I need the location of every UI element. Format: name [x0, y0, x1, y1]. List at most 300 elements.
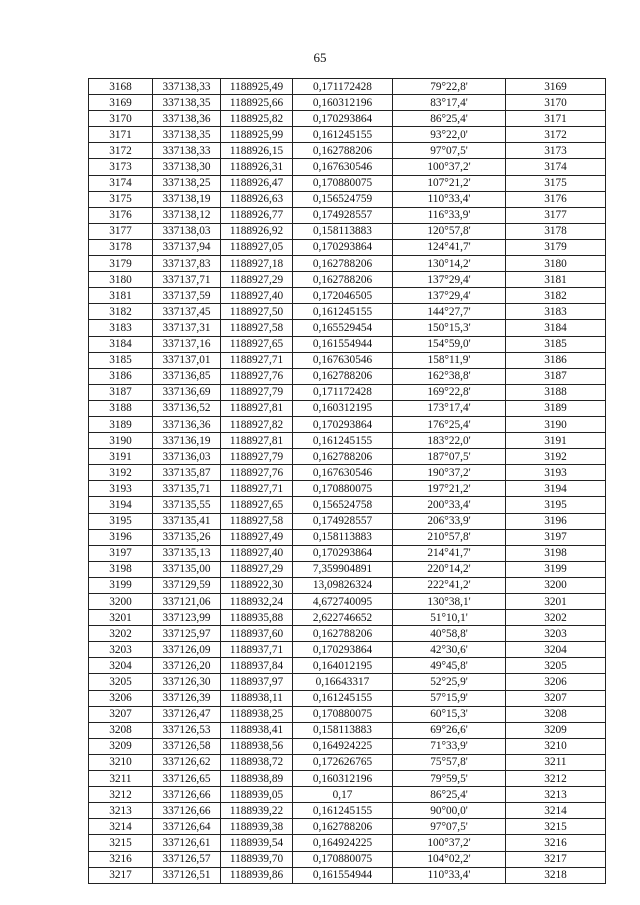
next-point-cell: 3176	[506, 191, 606, 207]
next-point-cell: 3206	[506, 674, 606, 690]
distance-cell: 0,161554944	[293, 336, 393, 352]
point-number-cell: 3196	[89, 529, 153, 545]
next-point-cell: 3188	[506, 384, 606, 400]
table-row	[89, 867, 606, 883]
distance-cell: 0,172626765	[293, 754, 393, 770]
table-row	[89, 288, 606, 304]
point-number-cell: 3171	[89, 127, 153, 143]
point-number-cell: 3184	[89, 336, 153, 352]
table-row	[89, 320, 606, 336]
table-row	[89, 465, 606, 481]
point-number-cell: 3182	[89, 304, 153, 320]
direction-angle-cell: 79°22,8'	[393, 79, 506, 95]
next-point-cell: 3217	[506, 851, 606, 867]
y-coordinate-cell: 1188925,82	[221, 111, 293, 127]
table-row	[89, 594, 606, 610]
x-coordinate-cell: 337138,33	[153, 79, 221, 95]
direction-angle-cell: 124°41,7'	[393, 239, 506, 255]
next-point-cell: 3204	[506, 642, 606, 658]
y-coordinate-cell: 1188937,71	[221, 642, 293, 658]
table-row	[89, 787, 606, 803]
next-point-cell: 3208	[506, 706, 606, 722]
y-coordinate-cell: 1188938,11	[221, 690, 293, 706]
distance-cell: 0,170880075	[293, 481, 393, 497]
distance-cell: 0,160312196	[293, 95, 393, 111]
distance-cell: 2,622746652	[293, 610, 393, 626]
point-number-cell: 3190	[89, 433, 153, 449]
direction-angle-cell: 86°25,4'	[393, 787, 506, 803]
next-point-cell: 3199	[506, 561, 606, 577]
next-point-cell: 3187	[506, 368, 606, 384]
next-point-cell: 3193	[506, 465, 606, 481]
table-row	[89, 529, 606, 545]
direction-angle-cell: 137°29,4'	[393, 288, 506, 304]
point-number-cell: 3173	[89, 159, 153, 175]
y-coordinate-cell: 1188927,71	[221, 352, 293, 368]
point-number-cell: 3188	[89, 400, 153, 416]
next-point-cell: 3196	[506, 513, 606, 529]
distance-cell: 0,162788206	[293, 626, 393, 642]
direction-angle-cell: 190°37,2'	[393, 465, 506, 481]
x-coordinate-cell: 337123,99	[153, 610, 221, 626]
table-row	[89, 111, 606, 127]
table-row	[89, 626, 606, 642]
table-row	[89, 481, 606, 497]
point-number-cell: 3211	[89, 771, 153, 787]
distance-cell: 0,17	[293, 787, 393, 803]
distance-cell: 0,164924225	[293, 738, 393, 754]
x-coordinate-cell: 337126,47	[153, 706, 221, 722]
next-point-cell: 3197	[506, 529, 606, 545]
next-point-cell: 3214	[506, 803, 606, 819]
point-number-cell: 3214	[89, 819, 153, 835]
next-point-cell: 3195	[506, 497, 606, 513]
distance-cell: 0,162788206	[293, 819, 393, 835]
table-row	[89, 143, 606, 159]
table-row	[89, 79, 606, 95]
direction-angle-cell: 52°25,9'	[393, 674, 506, 690]
x-coordinate-cell: 337137,16	[153, 336, 221, 352]
direction-angle-cell: 200°33,4'	[393, 497, 506, 513]
table-row	[89, 191, 606, 207]
y-coordinate-cell: 1188939,38	[221, 819, 293, 835]
next-point-cell: 3205	[506, 658, 606, 674]
x-coordinate-cell: 337138,36	[153, 111, 221, 127]
direction-angle-cell: 100°37,2'	[393, 159, 506, 175]
y-coordinate-cell: 1188927,76	[221, 465, 293, 481]
x-coordinate-cell: 337126,30	[153, 674, 221, 690]
y-coordinate-cell: 1188927,40	[221, 545, 293, 561]
table-row	[89, 835, 606, 851]
y-coordinate-cell: 1188927,79	[221, 449, 293, 465]
x-coordinate-cell: 337137,31	[153, 320, 221, 336]
direction-angle-cell: 222°41,2'	[393, 577, 506, 593]
next-point-cell: 3209	[506, 722, 606, 738]
distance-cell: 0,164924225	[293, 835, 393, 851]
distance-cell: 0,161554944	[293, 867, 393, 883]
distance-cell: 0,158113883	[293, 223, 393, 239]
table-row	[89, 433, 606, 449]
y-coordinate-cell: 1188927,65	[221, 336, 293, 352]
direction-angle-cell: 187°07,5'	[393, 449, 506, 465]
direction-angle-cell: 57°15,9'	[393, 690, 506, 706]
x-coordinate-cell: 337138,33	[153, 143, 221, 159]
y-coordinate-cell: 1188938,72	[221, 754, 293, 770]
x-coordinate-cell: 337137,71	[153, 272, 221, 288]
next-point-cell: 3185	[506, 336, 606, 352]
next-point-cell: 3216	[506, 835, 606, 851]
table-row	[89, 771, 606, 787]
direction-angle-cell: 90°00,0'	[393, 803, 506, 819]
y-coordinate-cell: 1188927,40	[221, 288, 293, 304]
table-row	[89, 642, 606, 658]
direction-angle-cell: 220°14,2'	[393, 561, 506, 577]
x-coordinate-cell: 337126,58	[153, 738, 221, 754]
next-point-cell: 3201	[506, 594, 606, 610]
table-row	[89, 706, 606, 722]
point-number-cell: 3206	[89, 690, 153, 706]
table-row	[89, 336, 606, 352]
table-row	[89, 577, 606, 593]
x-coordinate-cell: 337137,94	[153, 239, 221, 255]
direction-angle-cell: 86°25,4'	[393, 111, 506, 127]
x-coordinate-cell: 337137,01	[153, 352, 221, 368]
distance-cell: 0,171172428	[293, 79, 393, 95]
y-coordinate-cell: 1188926,63	[221, 191, 293, 207]
distance-cell: 0,161245155	[293, 433, 393, 449]
x-coordinate-cell: 337125,97	[153, 626, 221, 642]
x-coordinate-cell: 337136,36	[153, 416, 221, 432]
y-coordinate-cell: 1188927,58	[221, 513, 293, 529]
distance-cell: 13,09826324	[293, 577, 393, 593]
point-number-cell: 3215	[89, 835, 153, 851]
x-coordinate-cell: 337126,39	[153, 690, 221, 706]
table-row	[89, 674, 606, 690]
distance-cell: 0,16643317	[293, 674, 393, 690]
x-coordinate-cell: 337126,53	[153, 722, 221, 738]
distance-cell: 0,170293864	[293, 239, 393, 255]
distance-cell: 0,170293864	[293, 642, 393, 658]
point-number-cell: 3177	[89, 223, 153, 239]
distance-cell: 0,162788206	[293, 256, 393, 272]
x-coordinate-cell: 337135,71	[153, 481, 221, 497]
y-coordinate-cell: 1188938,56	[221, 738, 293, 754]
table-row	[89, 159, 606, 175]
distance-cell: 7,359904891	[293, 561, 393, 577]
table-row	[89, 738, 606, 754]
point-number-cell: 3170	[89, 111, 153, 127]
y-coordinate-cell: 1188939,70	[221, 851, 293, 867]
table-row	[89, 384, 606, 400]
direction-angle-cell: 69°26,6'	[393, 722, 506, 738]
x-coordinate-cell: 337138,35	[153, 95, 221, 111]
y-coordinate-cell: 1188927,81	[221, 400, 293, 416]
x-coordinate-cell: 337129,59	[153, 577, 221, 593]
next-point-cell: 3172	[506, 127, 606, 143]
y-coordinate-cell: 1188939,86	[221, 867, 293, 883]
x-coordinate-cell: 337121,06	[153, 594, 221, 610]
next-point-cell: 3179	[506, 239, 606, 255]
y-coordinate-cell: 1188927,50	[221, 304, 293, 320]
y-coordinate-cell: 1188927,18	[221, 256, 293, 272]
table-row	[89, 851, 606, 867]
distance-cell: 0,170880075	[293, 175, 393, 191]
point-number-cell: 3195	[89, 513, 153, 529]
y-coordinate-cell: 1188927,58	[221, 320, 293, 336]
table-row	[89, 803, 606, 819]
next-point-cell: 3215	[506, 819, 606, 835]
x-coordinate-cell: 337126,66	[153, 787, 221, 803]
y-coordinate-cell: 1188927,82	[221, 416, 293, 432]
direction-angle-cell: 154°59,0'	[393, 336, 506, 352]
direction-angle-cell: 173°17,4'	[393, 400, 506, 416]
point-number-cell: 3180	[89, 272, 153, 288]
point-number-cell: 3204	[89, 658, 153, 674]
distance-cell: 0,167630546	[293, 352, 393, 368]
y-coordinate-cell: 1188939,54	[221, 835, 293, 851]
next-point-cell: 3180	[506, 256, 606, 272]
next-point-cell: 3182	[506, 288, 606, 304]
point-number-cell: 3197	[89, 545, 153, 561]
table-row	[89, 175, 606, 191]
direction-angle-cell: 40°58,8'	[393, 626, 506, 642]
point-number-cell: 3181	[89, 288, 153, 304]
direction-angle-cell: 60°15,3'	[393, 706, 506, 722]
distance-cell: 0,162788206	[293, 272, 393, 288]
next-point-cell: 3170	[506, 95, 606, 111]
table-row	[89, 127, 606, 143]
direction-angle-cell: 176°25,4'	[393, 416, 506, 432]
x-coordinate-cell: 337126,64	[153, 819, 221, 835]
x-coordinate-cell: 337138,19	[153, 191, 221, 207]
direction-angle-cell: 75°57,8'	[393, 754, 506, 770]
x-coordinate-cell: 337126,09	[153, 642, 221, 658]
table-row	[89, 272, 606, 288]
direction-angle-cell: 206°33,9'	[393, 513, 506, 529]
x-coordinate-cell: 337126,65	[153, 771, 221, 787]
next-point-cell: 3210	[506, 738, 606, 754]
direction-angle-cell: 116°33,9'	[393, 207, 506, 223]
next-point-cell: 3186	[506, 352, 606, 368]
table-row	[89, 416, 606, 432]
y-coordinate-cell: 1188927,79	[221, 384, 293, 400]
next-point-cell: 3184	[506, 320, 606, 336]
direction-angle-cell: 97°07,5'	[393, 143, 506, 159]
table-row	[89, 690, 606, 706]
y-coordinate-cell: 1188927,76	[221, 368, 293, 384]
direction-angle-cell: 110°33,4'	[393, 867, 506, 883]
point-number-cell: 3198	[89, 561, 153, 577]
point-number-cell: 3200	[89, 594, 153, 610]
point-number-cell: 3176	[89, 207, 153, 223]
next-point-cell: 3207	[506, 690, 606, 706]
point-number-cell: 3174	[89, 175, 153, 191]
x-coordinate-cell: 337138,30	[153, 159, 221, 175]
point-number-cell: 3203	[89, 642, 153, 658]
table-row	[89, 819, 606, 835]
direction-angle-cell: 42°30,6'	[393, 642, 506, 658]
y-coordinate-cell: 1188927,29	[221, 272, 293, 288]
next-point-cell: 3177	[506, 207, 606, 223]
direction-angle-cell: 71°33,9'	[393, 738, 506, 754]
y-coordinate-cell: 1188927,05	[221, 239, 293, 255]
x-coordinate-cell: 337135,87	[153, 465, 221, 481]
coordinates-table	[88, 78, 606, 884]
x-coordinate-cell: 337135,13	[153, 545, 221, 561]
point-number-cell: 3175	[89, 191, 153, 207]
distance-cell: 0,174928557	[293, 207, 393, 223]
next-point-cell: 3171	[506, 111, 606, 127]
direction-angle-cell: 79°59,5'	[393, 771, 506, 787]
distance-cell: 0,158113883	[293, 529, 393, 545]
point-number-cell: 3168	[89, 79, 153, 95]
x-coordinate-cell: 337126,61	[153, 835, 221, 851]
y-coordinate-cell: 1188935,88	[221, 610, 293, 626]
distance-cell: 0,156524759	[293, 191, 393, 207]
x-coordinate-cell: 337136,69	[153, 384, 221, 400]
y-coordinate-cell: 1188926,47	[221, 175, 293, 191]
y-coordinate-cell: 1188927,49	[221, 529, 293, 545]
direction-angle-cell: 183°22,0'	[393, 433, 506, 449]
next-point-cell: 3191	[506, 433, 606, 449]
table-row	[89, 561, 606, 577]
point-number-cell: 3213	[89, 803, 153, 819]
y-coordinate-cell: 1188938,41	[221, 722, 293, 738]
next-point-cell: 3200	[506, 577, 606, 593]
y-coordinate-cell: 1188927,29	[221, 561, 293, 577]
distance-cell: 0,165529454	[293, 320, 393, 336]
point-number-cell: 3217	[89, 867, 153, 883]
next-point-cell: 3181	[506, 272, 606, 288]
distance-cell: 0,167630546	[293, 159, 393, 175]
x-coordinate-cell: 337136,52	[153, 400, 221, 416]
distance-cell: 0,158113883	[293, 722, 393, 738]
x-coordinate-cell: 337135,41	[153, 513, 221, 529]
distance-cell: 0,162788206	[293, 449, 393, 465]
y-coordinate-cell: 1188927,65	[221, 497, 293, 513]
next-point-cell: 3190	[506, 416, 606, 432]
point-number-cell: 3169	[89, 95, 153, 111]
next-point-cell: 3202	[506, 610, 606, 626]
table-row	[89, 256, 606, 272]
distance-cell: 0,161245155	[293, 690, 393, 706]
x-coordinate-cell: 337137,83	[153, 256, 221, 272]
distance-cell: 0,170293864	[293, 545, 393, 561]
distance-cell: 0,170293864	[293, 111, 393, 127]
point-number-cell: 3207	[89, 706, 153, 722]
point-number-cell: 3208	[89, 722, 153, 738]
point-number-cell: 3185	[89, 352, 153, 368]
point-number-cell: 3194	[89, 497, 153, 513]
next-point-cell: 3169	[506, 79, 606, 95]
x-coordinate-cell: 337138,03	[153, 223, 221, 239]
x-coordinate-cell: 337136,03	[153, 449, 221, 465]
point-number-cell: 3209	[89, 738, 153, 754]
table-row	[89, 545, 606, 561]
x-coordinate-cell: 337126,20	[153, 658, 221, 674]
distance-cell: 0,170880075	[293, 851, 393, 867]
direction-angle-cell: 158°11,9'	[393, 352, 506, 368]
y-coordinate-cell: 1188926,31	[221, 159, 293, 175]
distance-cell: 0,162788206	[293, 143, 393, 159]
direction-angle-cell: 130°38,1'	[393, 594, 506, 610]
table-row	[89, 610, 606, 626]
x-coordinate-cell: 337126,51	[153, 867, 221, 883]
table-row	[89, 95, 606, 111]
point-number-cell: 3178	[89, 239, 153, 255]
point-number-cell: 3205	[89, 674, 153, 690]
next-point-cell: 3213	[506, 787, 606, 803]
y-coordinate-cell: 1188939,22	[221, 803, 293, 819]
direction-angle-cell: 110°33,4'	[393, 191, 506, 207]
page-number: 65	[313, 50, 327, 65]
y-coordinate-cell: 1188925,66	[221, 95, 293, 111]
y-coordinate-cell: 1188937,84	[221, 658, 293, 674]
direction-angle-cell: 83°17,4'	[393, 95, 506, 111]
point-number-cell: 3212	[89, 787, 153, 803]
y-coordinate-cell: 1188927,71	[221, 481, 293, 497]
next-point-cell: 3192	[506, 449, 606, 465]
next-point-cell: 3203	[506, 626, 606, 642]
distance-cell: 0,171172428	[293, 384, 393, 400]
table-row	[89, 368, 606, 384]
point-number-cell: 3199	[89, 577, 153, 593]
point-number-cell: 3201	[89, 610, 153, 626]
next-point-cell: 3194	[506, 481, 606, 497]
table-row	[89, 223, 606, 239]
table-row	[89, 207, 606, 223]
distance-cell: 0,161245155	[293, 803, 393, 819]
x-coordinate-cell: 337138,25	[153, 175, 221, 191]
y-coordinate-cell: 1188939,05	[221, 787, 293, 803]
y-coordinate-cell: 1188938,89	[221, 771, 293, 787]
point-number-cell: 3172	[89, 143, 153, 159]
next-point-cell: 3174	[506, 159, 606, 175]
direction-angle-cell: 137°29,4'	[393, 272, 506, 288]
distance-cell: 0,156524758	[293, 497, 393, 513]
x-coordinate-cell: 337126,57	[153, 851, 221, 867]
table-row	[89, 400, 606, 416]
point-number-cell: 3192	[89, 465, 153, 481]
table-row	[89, 513, 606, 529]
next-point-cell: 3212	[506, 771, 606, 787]
y-coordinate-cell: 1188926,15	[221, 143, 293, 159]
distance-cell: 0,170293864	[293, 416, 393, 432]
table-row	[89, 239, 606, 255]
x-coordinate-cell: 337135,55	[153, 497, 221, 513]
next-point-cell: 3218	[506, 867, 606, 883]
table-row	[89, 304, 606, 320]
distance-cell: 0,170880075	[293, 706, 393, 722]
x-coordinate-cell: 337135,26	[153, 529, 221, 545]
table-row	[89, 754, 606, 770]
direction-angle-cell: 49°45,8'	[393, 658, 506, 674]
direction-angle-cell: 51°10,1'	[393, 610, 506, 626]
x-coordinate-cell: 337137,59	[153, 288, 221, 304]
distance-cell: 0,162788206	[293, 368, 393, 384]
direction-angle-cell: 93°22,0'	[393, 127, 506, 143]
point-number-cell: 3186	[89, 368, 153, 384]
direction-angle-cell: 120°57,8'	[393, 223, 506, 239]
x-coordinate-cell: 337126,66	[153, 803, 221, 819]
direction-angle-cell: 107°21,2'	[393, 175, 506, 191]
table-row	[89, 722, 606, 738]
next-point-cell: 3183	[506, 304, 606, 320]
table-row	[89, 497, 606, 513]
direction-angle-cell: 169°22,8'	[393, 384, 506, 400]
y-coordinate-cell: 1188926,92	[221, 223, 293, 239]
point-number-cell: 3187	[89, 384, 153, 400]
